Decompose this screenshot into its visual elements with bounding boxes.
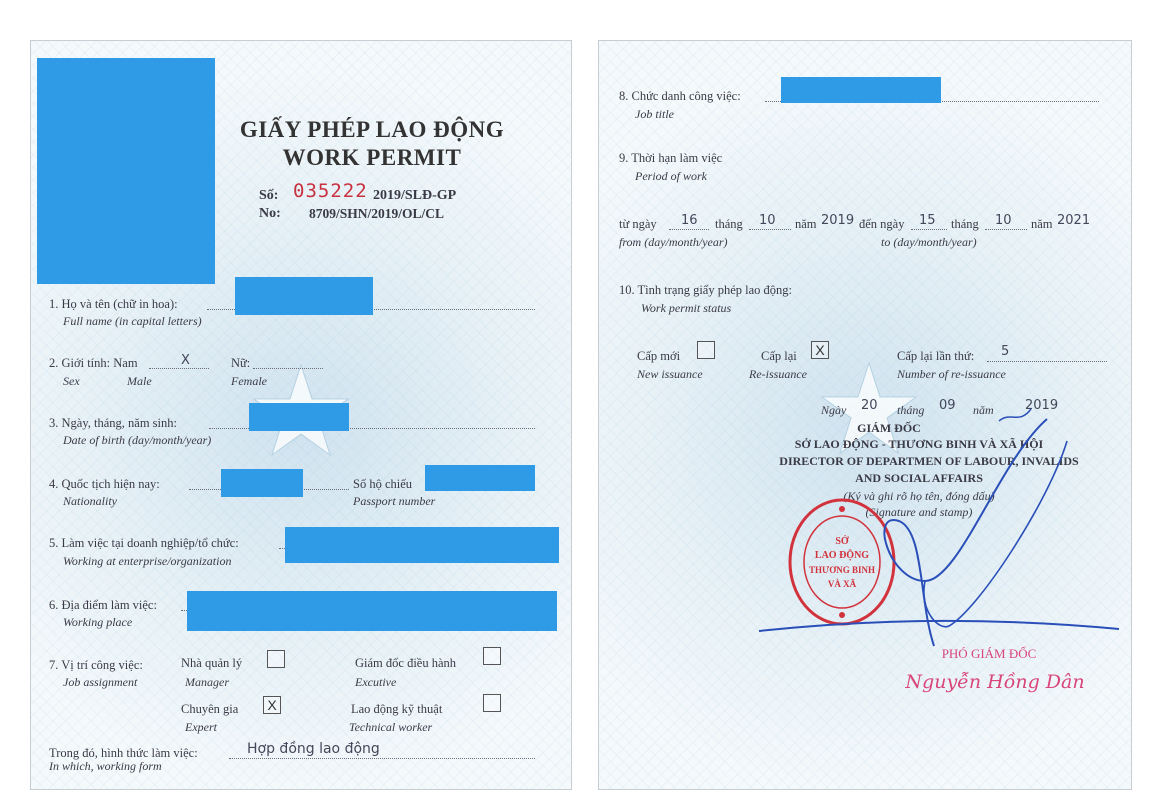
- title-en: WORK PERMIT: [282, 145, 462, 170]
- serial-number: 035222: [293, 180, 368, 202]
- reissue-count-value: 5: [1001, 344, 1010, 359]
- from-month: 10: [759, 213, 776, 228]
- reissuance-label-vi: Cấp lại: [761, 349, 797, 363]
- director-title-vi: GIÁM ĐỐC: [857, 421, 921, 435]
- director-title-en-2: AND SOCIAL AFFAIRS: [855, 471, 983, 485]
- enterprise-label-en: Working at enterprise/organization: [63, 554, 232, 568]
- period-label-en: Period of work: [635, 169, 707, 183]
- issue-date-thang: tháng: [897, 403, 925, 417]
- manager-label-en: Manager: [185, 675, 229, 689]
- manager-checkbox[interactable]: [267, 650, 285, 668]
- work-permit-front-page: [30, 40, 572, 790]
- director-title-en: DIRECTOR OF DEPARTMEN OF LABOUR, INVALIDS: [779, 454, 1079, 468]
- permit-status-label-vi: 10. Tình trạng giấy phép lao động:: [619, 283, 793, 297]
- from-day: 16: [681, 213, 698, 228]
- to-day-line: [911, 229, 947, 230]
- to-month-line: [985, 229, 1027, 230]
- no-number: 8709/SHN/2019/OL/CL: [309, 206, 445, 221]
- deputy-director-title: PHÓ GIÁM ĐỐC: [941, 646, 1037, 661]
- signature: [749, 381, 1129, 651]
- to-year-label: năm: [1031, 217, 1053, 231]
- passport-label-en: Passport number: [353, 494, 436, 508]
- male-line: [149, 368, 209, 369]
- job-title-label-en: Job title: [635, 107, 674, 121]
- issue-date-ngay: Ngày: [821, 403, 847, 417]
- nationality-label-vi: 4. Quốc tịch hiện nay:: [49, 477, 160, 491]
- male-mark: X: [181, 353, 190, 368]
- full-name-redaction: [235, 277, 373, 315]
- expert-label-en: Expert: [185, 720, 217, 734]
- male-label-en: Male: [127, 374, 152, 388]
- reissue-count-label-en: Number of re-issuance: [897, 367, 1006, 381]
- technical-checkbox[interactable]: [483, 694, 501, 712]
- new-issuance-label-vi: Cấp mới: [637, 349, 681, 363]
- stamp-line-1: SỞ: [835, 536, 849, 547]
- reissue-count-line: [987, 361, 1107, 362]
- new-issuance-label-en: New issuance: [637, 367, 703, 381]
- reissuance-label-en: Re-issuance: [749, 367, 807, 381]
- from-month-label: tháng: [715, 217, 743, 231]
- to-label-en: to (day/month/year): [881, 235, 977, 249]
- passport-label-vi: Số hộ chiếu: [353, 477, 413, 491]
- manager-label-vi: Nhà quản lý: [181, 656, 243, 670]
- department-vi: SỞ LAO ĐỘNG - THƯƠNG BINH VÀ XÃ HỘI: [794, 437, 1044, 451]
- working-place-redaction: [187, 591, 557, 631]
- working-form-label-en: In which, working form: [49, 759, 162, 773]
- executive-label-vi: Giám đốc điều hành: [355, 656, 457, 670]
- from-label-vi: từ ngày: [619, 217, 657, 231]
- job-title-redaction: [781, 77, 941, 103]
- working-form-value: Hợp đồng lao động: [247, 741, 380, 757]
- female-line: [253, 368, 323, 369]
- working-place-label-en: Working place: [63, 615, 133, 629]
- to-year: 2021: [1057, 213, 1091, 228]
- from-day-line: [669, 229, 709, 230]
- permit-status-label-en: Work permit status: [641, 301, 732, 315]
- issue-date-month: 09: [939, 398, 956, 413]
- full-name-label-en: Full name (in capital letters): [63, 314, 202, 328]
- nationality-label-en: Nationality: [63, 494, 117, 508]
- job-assignment-label-vi: 7. Vị trí công việc:: [49, 658, 143, 672]
- enterprise-label-vi: 5. Làm việc tại doanh nghiệp/tổ chức:: [49, 536, 239, 550]
- reissue-count-label-vi: Cấp lại lần thứ:: [897, 349, 975, 363]
- reissuance-checkbox[interactable]: X: [811, 341, 829, 359]
- from-label-en: from (day/month/year): [619, 235, 728, 249]
- technical-label-en: Technical worker: [349, 720, 433, 734]
- working-form-label-vi: Trong đó, hình thức làm việc:: [49, 746, 198, 760]
- so-number: 2019/SLĐ-GP: [373, 188, 457, 203]
- no-label: No:: [259, 206, 281, 221]
- female-label-vi: Nữ:: [231, 356, 251, 370]
- issue-date-year: 2019: [1025, 398, 1059, 413]
- sex-label-en: Sex: [63, 374, 80, 388]
- sex-label-vi: 2. Giới tính: Nam: [49, 356, 138, 370]
- signer-name: Nguyễn Hồng Dân: [905, 671, 1085, 693]
- photo-redaction: [37, 58, 215, 284]
- dob-label-en: Date of birth (day/month/year): [63, 433, 212, 447]
- new-issuance-checkbox[interactable]: [697, 341, 715, 359]
- to-day: 15: [919, 213, 936, 228]
- working-form-line: [229, 758, 535, 759]
- job-title-label-vi: 8. Chức danh công việc:: [619, 89, 741, 103]
- dob-label-vi: 3. Ngày, tháng, năm sinh:: [49, 416, 177, 430]
- from-year-label: năm: [795, 217, 817, 231]
- to-month: 10: [995, 213, 1012, 228]
- executive-checkbox[interactable]: [483, 647, 501, 665]
- period-label-vi: 9. Thời hạn làm việc: [619, 151, 723, 165]
- executive-label-en: Excutive: [355, 675, 397, 689]
- sign-instruction-en: (Signature and stamp): [865, 505, 973, 519]
- technical-label-vi: Lao động kỹ thuật: [351, 702, 443, 716]
- issue-date-day: 20: [861, 398, 878, 413]
- passport-redaction: [425, 465, 535, 491]
- expert-label-vi: Chuyên gia: [181, 702, 239, 716]
- work-permit-back-page: [598, 40, 1132, 790]
- full-name-label-vi: 1. Họ và tên (chữ in hoa):: [49, 297, 178, 311]
- stamp-line-4: VÀ XÃ: [827, 579, 857, 589]
- so-label: Số:: [259, 188, 279, 203]
- to-month-label: tháng: [951, 217, 979, 231]
- from-year: 2019: [821, 213, 855, 228]
- stamp-line-3: THƯƠNG BINH: [809, 565, 875, 575]
- enterprise-redaction: [285, 527, 559, 563]
- sign-instruction-vi: (Ký và ghi rõ họ tên, đóng dấu): [843, 489, 995, 503]
- stamp-line-2: LAO ĐỘNG: [814, 550, 870, 561]
- to-label-vi: đến ngày: [859, 217, 905, 231]
- job-assignment-label-en: Job assignment: [63, 675, 138, 689]
- working-place-label-vi: 6. Địa điểm làm việc:: [49, 598, 157, 612]
- from-month-line: [749, 229, 791, 230]
- title-vi: GIẤY PHÉP LAO ĐỘNG: [239, 117, 505, 142]
- issue-date-nam: năm: [973, 403, 994, 417]
- expert-checkbox[interactable]: X: [263, 696, 281, 714]
- nationality-redaction: [221, 469, 303, 497]
- female-label-en: Female: [231, 374, 267, 388]
- dob-redaction: [249, 403, 349, 431]
